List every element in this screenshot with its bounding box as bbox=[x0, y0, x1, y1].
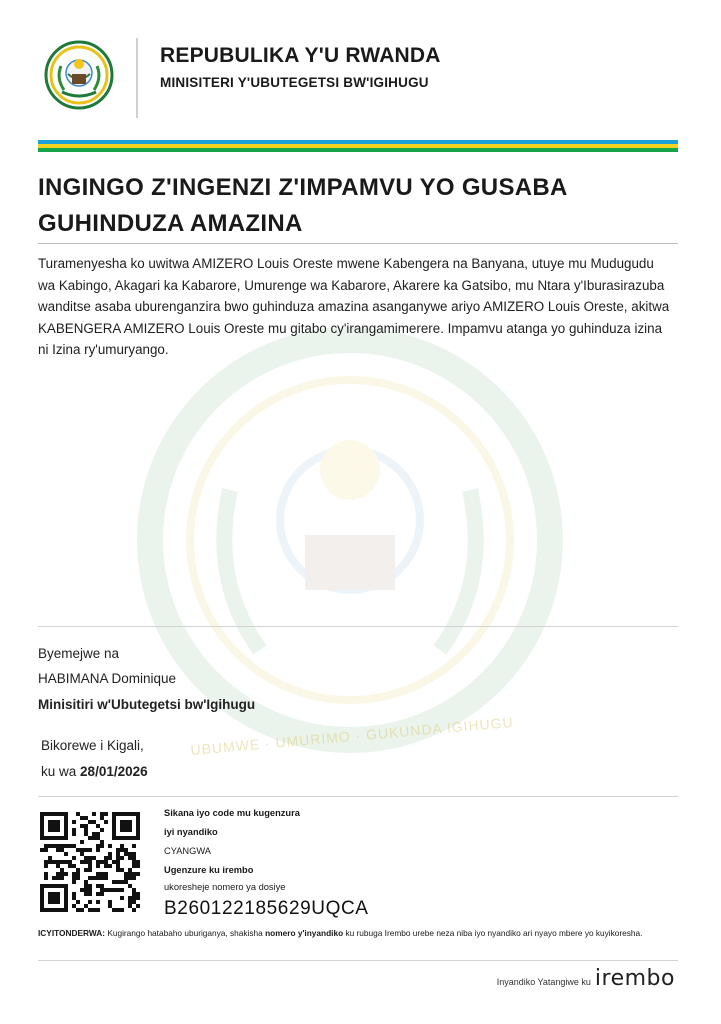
title-divider bbox=[38, 243, 678, 244]
footer bbox=[497, 966, 675, 991]
issued-by-label: Inyandiko Yatangiwe ku bbox=[496, 977, 591, 987]
signature-divider bbox=[38, 626, 678, 627]
notice-text-b: ku rubuga Irembo urebe neza niba iyo nyandiko ari nyayo mbere yo kuyikoresha. bbox=[345, 928, 643, 938]
verify-line-1: Sikana iyo code mu kugenzura bbox=[164, 808, 300, 818]
verify-line-3: CYANGWA bbox=[164, 846, 212, 856]
date-prefix: ku wa bbox=[41, 764, 77, 779]
notice-text-a: Kugirango hatabaho uburiganya, shakisha bbox=[107, 928, 263, 938]
rwanda-coat-of-arms-icon bbox=[44, 40, 114, 110]
signer-name: HABIMANA Dominique bbox=[38, 671, 177, 686]
header-divider bbox=[136, 38, 138, 118]
watermark-ribbon-text: UBUMWE · UMURIMO · GUKUNDA IGIHUGU bbox=[189, 713, 515, 759]
flag-stripe bbox=[38, 140, 678, 152]
issue-date: 28/01/2026 bbox=[80, 764, 148, 779]
notice-label: ICYITONDERWA: bbox=[38, 928, 105, 938]
signer-role: Minisitiri w'Ubutegetsi bw'Igihugu bbox=[38, 697, 256, 712]
document-title: INGINGO Z'INGENZI Z'IMPAMVU YO GUSABA GUHINDUZA AMAZINA bbox=[38, 174, 567, 237]
notice-text-bold: nomero y'inyandiko bbox=[265, 928, 344, 938]
qr-divider bbox=[38, 796, 678, 797]
verify-line-4: Ugenzure ku irembo bbox=[164, 865, 254, 875]
approved-by-label: Byemejwe na bbox=[38, 646, 120, 661]
document-body: Turamenyesha ko uwitwa AMIZERO Louis Oreste mwene Kabengera na Banyana, utuye mu Mudugudu wa Kabingo, Akagari ka Kabarore, Umurenge wa Kabarore, Akarere ka Gatsibo, mu Ntara y'Iburasirazuba wanditse asaba uburenganzira bwo guhinduza amazina asanganywe ariyo AMIZERO Louis Oreste, akitwa KABENGERA AMIZERO Louis Oreste mu gitabo cy'irangamimerere. Impamvu atanga yo guhinduza izina ni Izina ry'umuryango. bbox=[38, 256, 670, 358]
notice bbox=[38, 926, 668, 941]
footer-divider bbox=[38, 960, 678, 961]
qr-code-icon[interactable] bbox=[40, 812, 140, 912]
irembo-logo[interactable]: irembo bbox=[594, 966, 675, 991]
ministry-name: MINISITERI Y'UBUTEGETSI BW'IGIHUGU bbox=[160, 75, 429, 90]
verify-line-5: ukoresheje nomero ya dosiye bbox=[164, 882, 286, 892]
verify-line-2: iyi nyandiko bbox=[164, 827, 218, 837]
issue-date-line bbox=[41, 764, 148, 779]
republic-title: REPUBULIKA Y'U RWANDA bbox=[160, 44, 441, 67]
application-number: B260122185629UQCA bbox=[164, 898, 369, 919]
issue-place: Bikorewe i Kigali, bbox=[41, 738, 144, 753]
